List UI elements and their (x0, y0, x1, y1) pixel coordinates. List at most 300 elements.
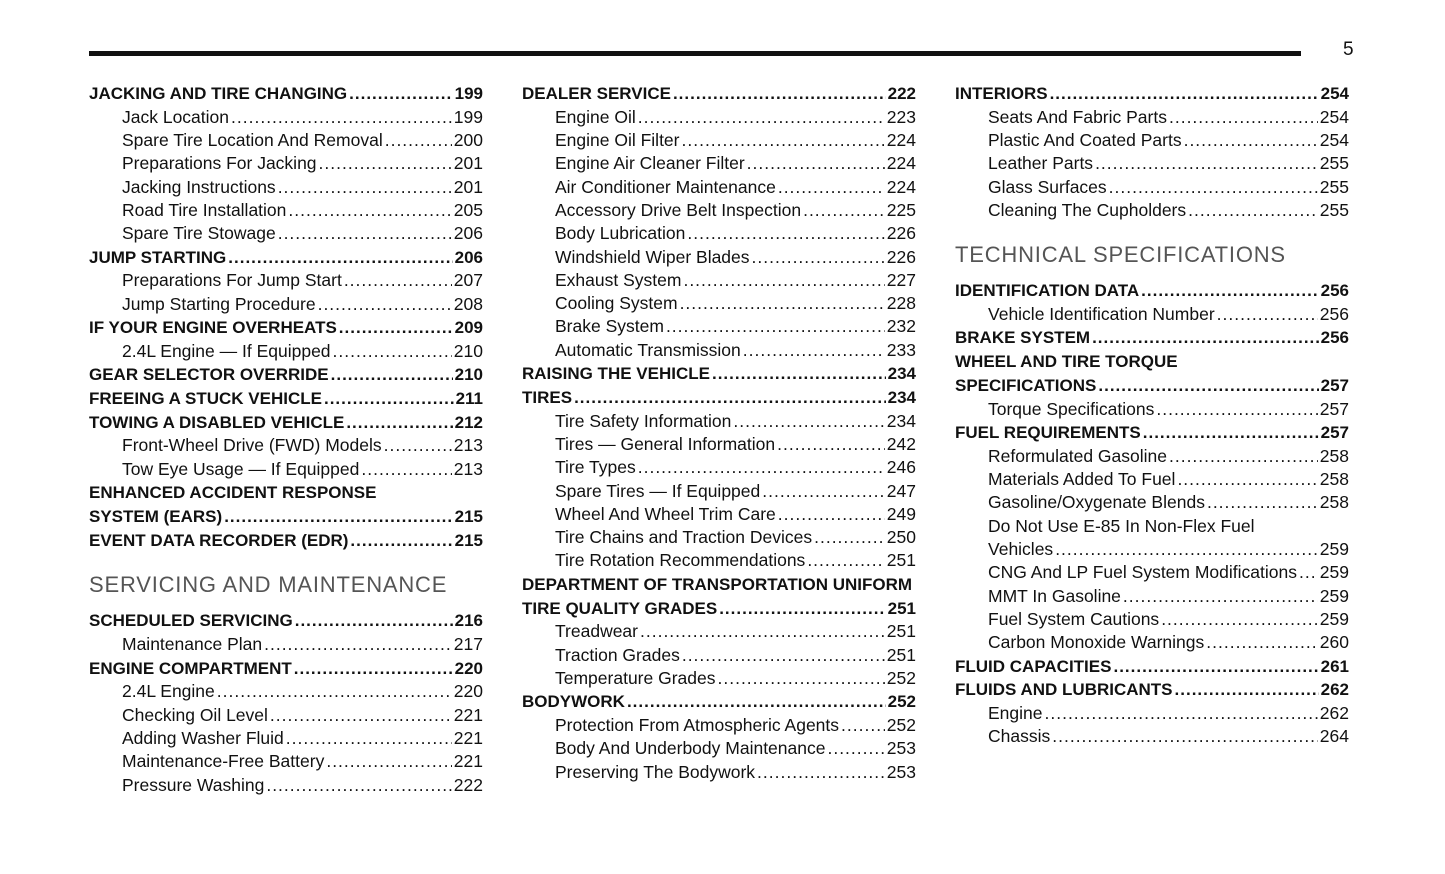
toc-subentry[interactable] (522, 292, 916, 315)
dot-leader (344, 269, 452, 292)
dot-leader (1206, 631, 1318, 654)
toc-subentry[interactable] (955, 398, 1349, 421)
toc-column-3 (955, 82, 1349, 749)
entry-title: Tire Chains and Traction Devices (555, 527, 813, 548)
entry-title: FLUID CAPACITIES (955, 656, 1112, 676)
entry-title: FUEL REQUIREMENTS (955, 423, 1141, 443)
toc-subentry[interactable] (522, 152, 916, 175)
dot-leader (288, 199, 451, 222)
page-ref: 260 (1319, 632, 1349, 653)
entry-title: SPECIFICATIONS (955, 375, 1097, 395)
page-ref: 261 (1320, 656, 1349, 676)
entry-title: Torque Specifications (988, 398, 1155, 419)
page-ref: 228 (886, 293, 916, 314)
page-ref: 222 (453, 774, 483, 795)
dot-leader (326, 750, 451, 773)
dot-leader (361, 458, 451, 481)
entry-title: Spare Tires — If Equipped (555, 480, 761, 501)
page-ref: 262 (1319, 703, 1349, 724)
entry-title: RAISING THE VEHICLE (522, 364, 710, 384)
entry-title: Treadwear (555, 621, 638, 642)
dot-leader (278, 222, 452, 245)
dot-leader (231, 106, 452, 129)
toc-subentry[interactable] (522, 315, 916, 338)
entry-title: Accessory Drive Belt Inspection (555, 199, 802, 220)
entry-title: Pressure Washing (122, 774, 265, 795)
page-ref: 201 (453, 153, 483, 174)
page-ref: 242 (886, 433, 916, 454)
page-ref: 215 (454, 530, 483, 550)
entry-title: Engine Air Cleaner Filter (555, 153, 745, 174)
toc-subentry[interactable] (522, 480, 916, 503)
entry-title: Road Tire Installation (122, 199, 287, 220)
dot-leader (1207, 491, 1318, 514)
dot-leader (385, 129, 452, 152)
entry-title: Traction Grades (555, 644, 680, 665)
dot-leader (1169, 106, 1318, 129)
dot-leader (1299, 561, 1318, 584)
page-ref: 224 (886, 176, 916, 197)
toc-subentry[interactable] (955, 538, 1349, 561)
dot-leader (1156, 398, 1317, 421)
dot-leader (683, 269, 884, 292)
toc-subentry[interactable] (522, 222, 916, 245)
page-ref: 226 (886, 223, 916, 244)
dot-leader (712, 362, 886, 386)
page-ref: 258 (1319, 445, 1349, 466)
entry-title: IF YOUR ENGINE OVERHEATS (89, 317, 337, 337)
toc-subentry[interactable] (89, 340, 483, 363)
toc-subentry[interactable] (955, 468, 1349, 491)
toc-subentry[interactable] (89, 293, 483, 316)
page-ref: 215 (454, 506, 483, 526)
page-ref: 232 (886, 316, 916, 337)
page-ref: 207 (453, 270, 483, 291)
page-ref: 234 (887, 364, 916, 384)
dot-leader (228, 246, 452, 270)
entry-title: TOWING A DISABLED VEHICLE (89, 412, 345, 432)
toc-subentry[interactable] (89, 458, 483, 481)
toc-column-2 (522, 82, 916, 784)
toc-entry-title-line[interactable]: DEPARTMENT OF TRANSPORTATION UNIFORM (522, 574, 913, 594)
toc-subentry[interactable] (955, 725, 1349, 748)
entry-title: GEAR SELECTOR OVERRIDE (89, 365, 329, 385)
dot-leader (1095, 152, 1318, 175)
dot-leader (777, 433, 885, 456)
page-ref: 208 (453, 293, 483, 314)
dot-leader (719, 597, 885, 621)
page-ref: 221 (453, 704, 483, 725)
toc-subentry[interactable] (955, 585, 1349, 608)
page-ref: 210 (454, 365, 483, 385)
entry-title: Plastic And Coated Parts (988, 130, 1182, 151)
toc-entry[interactable] (89, 609, 483, 633)
toc-subentry[interactable] (955, 561, 1349, 584)
toc-subentry[interactable] (955, 445, 1349, 468)
toc-entry[interactable] (89, 363, 483, 387)
toc-entry[interactable] (955, 655, 1349, 679)
page-ref: 262 (1320, 680, 1349, 700)
dot-leader (1175, 678, 1319, 702)
toc-subentry[interactable] (89, 106, 483, 129)
dot-leader (814, 526, 885, 549)
page-ref: 234 (886, 410, 916, 431)
toc-subentry[interactable] (89, 774, 483, 797)
dot-leader (333, 340, 452, 363)
page-ref: 199 (453, 106, 483, 127)
dot-leader (1188, 199, 1318, 222)
page-ref: 221 (453, 727, 483, 748)
page-ref: 258 (1319, 469, 1349, 490)
toc-subentry[interactable] (89, 727, 483, 750)
dot-leader (1177, 468, 1317, 491)
dot-leader (673, 82, 886, 106)
page-ref: 257 (1320, 375, 1349, 395)
entry-title: Vehicles (988, 539, 1054, 560)
page-ref: 259 (1319, 585, 1349, 606)
toc-subentry[interactable] (89, 152, 483, 175)
dot-leader (638, 456, 885, 479)
entry-title: Tire Rotation Recommendations (555, 550, 806, 571)
toc-subentry[interactable] (955, 491, 1349, 514)
dot-leader (264, 633, 452, 656)
dot-leader (1092, 326, 1319, 350)
page-ref: 259 (1319, 539, 1349, 560)
toc-subentry[interactable] (89, 434, 483, 457)
entry-title: Maintenance-Free Battery (122, 751, 325, 772)
page-ref: 255 (1319, 153, 1349, 174)
dot-leader (295, 609, 453, 633)
toc-subentry[interactable] (522, 549, 916, 572)
toc-subentry[interactable] (955, 106, 1349, 129)
page-ref: 213 (453, 458, 483, 479)
page-ref: 201 (453, 176, 483, 197)
toc-entry[interactable] (522, 597, 916, 621)
dot-leader (331, 363, 453, 387)
dot-leader (1143, 421, 1319, 445)
page-ref: 221 (453, 751, 483, 772)
dot-leader (1109, 176, 1318, 199)
entry-title: Jump Starting Procedure (122, 293, 316, 314)
toc-entry[interactable] (955, 279, 1349, 303)
toc-subentry[interactable] (955, 608, 1349, 631)
toc-entry-title-line[interactable]: Do Not Use E-85 In Non-Flex Fuel (988, 515, 1255, 536)
entry-title: MMT In Gasoline (988, 585, 1121, 606)
toc-subentry[interactable] (522, 106, 916, 129)
page-ref: 257 (1319, 398, 1349, 419)
dot-leader (294, 657, 453, 681)
toc-subentry[interactable] (522, 737, 916, 760)
entry-title: Gasoline/Oxygenate Blends (988, 492, 1205, 513)
toc-entry[interactable] (955, 421, 1349, 445)
toc-subentry[interactable] (89, 750, 483, 773)
dot-leader (757, 761, 885, 784)
page-ref: 205 (453, 199, 483, 220)
entry-title: Preparations For Jacking (122, 153, 317, 174)
dot-leader (680, 292, 885, 315)
dot-leader (1141, 279, 1318, 303)
dot-leader (627, 690, 886, 714)
dot-leader (841, 714, 885, 737)
entry-title: ENGINE COMPARTMENT (89, 658, 292, 678)
entry-title: Engine Oil (555, 106, 636, 127)
page-ref: 224 (886, 153, 916, 174)
dot-leader (1123, 585, 1318, 608)
entry-title: Brake System (555, 316, 664, 337)
page-ref: 254 (1319, 130, 1349, 151)
page-ref: 256 (1319, 304, 1349, 325)
toc-subentry[interactable] (522, 620, 916, 643)
entry-title: Checking Oil Level (122, 704, 268, 725)
page-ref: 211 (455, 388, 483, 408)
dot-leader (1217, 303, 1318, 326)
toc-subentry[interactable] (955, 129, 1349, 152)
dot-leader (718, 667, 885, 690)
entry-title: Fuel System Cautions (988, 608, 1160, 629)
toc-subentry[interactable] (522, 714, 916, 737)
entry-title: Engine Oil Filter (555, 130, 680, 151)
entry-title: Air Conditioner Maintenance (555, 176, 776, 197)
dot-leader (349, 82, 452, 106)
page-ref: 250 (886, 527, 916, 548)
toc-subentry[interactable] (89, 222, 483, 245)
header-rule (89, 51, 1301, 56)
entry-title: Leather Parts (988, 153, 1094, 174)
page-ref: 220 (454, 658, 483, 678)
page-ref: 224 (886, 130, 916, 151)
dot-leader (1161, 608, 1318, 631)
dot-leader (1055, 538, 1318, 561)
page-ref: 233 (886, 339, 916, 360)
page-ref: 227 (886, 269, 916, 290)
dot-leader (384, 434, 452, 457)
dot-leader (803, 199, 885, 222)
toc-subentry[interactable] (955, 702, 1349, 725)
toc-subentry[interactable] (955, 303, 1349, 326)
page-ref: 258 (1319, 492, 1349, 513)
toc-entry[interactable] (522, 690, 916, 714)
dot-leader (640, 620, 885, 643)
toc-subentry[interactable] (89, 199, 483, 222)
entry-title: Tow Eye Usage — If Equipped (122, 458, 360, 479)
entry-title: Wheel And Wheel Trim Care (555, 503, 776, 524)
toc-subentry[interactable] (955, 176, 1349, 199)
toc-entry[interactable] (89, 505, 483, 529)
entry-title: Windshield Wiper Blades (555, 246, 750, 267)
entry-title: CNG And LP Fuel System Modifications (988, 562, 1297, 583)
entry-title: Seats And Fabric Parts (988, 106, 1167, 127)
entry-title: BODYWORK (522, 692, 625, 712)
dot-leader (682, 644, 885, 667)
toc-subentry[interactable] (89, 680, 483, 703)
toc-entry[interactable] (955, 82, 1349, 106)
toc-subentry[interactable] (955, 199, 1349, 222)
page-ref: 251 (886, 621, 916, 642)
toc-entry[interactable] (89, 529, 483, 553)
dot-leader (270, 704, 452, 727)
page-ref: 213 (453, 435, 483, 456)
toc-entry[interactable] (955, 374, 1349, 398)
dot-leader (318, 293, 452, 316)
dot-leader (666, 315, 885, 338)
entry-title: JACKING AND TIRE CHANGING (89, 84, 348, 103)
page-ref: 254 (1319, 106, 1349, 127)
entry-title: Tire Safety Information (555, 410, 732, 431)
toc-subentry[interactable] (522, 269, 916, 292)
toc-subentry[interactable] (522, 667, 916, 690)
toc-entry[interactable] (522, 82, 916, 106)
toc-subentry[interactable] (522, 526, 916, 549)
entry-title: FLUIDS AND LUBRICANTS (955, 680, 1173, 700)
entry-title: Reformulated Gasoline (988, 445, 1167, 466)
entry-title: Jack Location (122, 106, 230, 127)
entry-title: Adding Washer Fluid (122, 727, 284, 748)
toc-entry[interactable] (89, 82, 483, 106)
dot-leader (324, 387, 454, 411)
page-ref: 251 (886, 644, 916, 665)
dot-leader (350, 529, 452, 553)
page-ref: 206 (454, 247, 483, 267)
page-ref: 257 (1320, 423, 1349, 443)
page-ref: 253 (886, 738, 916, 759)
dot-leader (574, 386, 886, 410)
dot-leader (743, 339, 885, 362)
dot-leader (733, 410, 884, 433)
entry-title: TIRES (522, 387, 573, 407)
entry-title: Tire Types (555, 457, 636, 478)
toc-subentry[interactable] (522, 129, 916, 152)
toc-subentry[interactable] (89, 269, 483, 292)
dot-leader (747, 152, 885, 175)
toc-subentry[interactable] (522, 761, 916, 784)
toc-subentry[interactable] (522, 410, 916, 433)
entry-title: Preserving The Bodywork (555, 761, 756, 782)
entry-title: Maintenance Plan (122, 634, 263, 655)
entry-title: SYSTEM (EARS) (89, 506, 223, 526)
entry-title: Materials Added To Fuel (988, 469, 1176, 490)
entry-title: Temperature Grades (555, 667, 716, 688)
entry-title: Front-Wheel Drive (FWD) Models (122, 435, 382, 456)
toc-subentry[interactable] (955, 631, 1349, 654)
page-ref: 234 (887, 387, 916, 407)
entry-title: Spare Tire Location And Removal (122, 130, 383, 151)
dot-leader (682, 129, 885, 152)
toc-subentry[interactable] (89, 129, 483, 152)
page-ref: 216 (454, 611, 483, 631)
page-number: 5 (1343, 39, 1354, 60)
entry-title: JUMP STARTING (89, 247, 227, 267)
section-heading: SERVICING AND MAINTENANCE (89, 572, 448, 598)
page-ref: 259 (1319, 608, 1349, 629)
page-ref: 212 (454, 412, 483, 432)
entry-title: Glass Surfaces (988, 176, 1107, 197)
entry-title: EVENT DATA RECORDER (EDR) (89, 530, 349, 550)
page-ref: 220 (453, 681, 483, 702)
entry-title: TIRE QUALITY GRADES (522, 598, 718, 618)
toc-entry[interactable] (89, 387, 483, 411)
entry-title: Tires — General Information (555, 433, 776, 454)
dot-leader (266, 774, 451, 797)
entry-title: SCHEDULED SERVICING (89, 611, 293, 631)
dot-leader (1098, 374, 1318, 398)
page-ref: 256 (1320, 328, 1349, 348)
page-ref: 225 (886, 199, 916, 220)
toc-subentry[interactable] (522, 339, 916, 362)
entry-title: Protection From Atmospheric Agents (555, 715, 840, 736)
toc-subentry[interactable] (955, 152, 1349, 175)
entry-title: Exhaust System (555, 269, 682, 290)
entry-title: Engine (988, 703, 1043, 724)
page-ref: 264 (1319, 726, 1349, 747)
toc-entry[interactable] (89, 246, 483, 270)
page-ref: 259 (1319, 562, 1349, 583)
entry-title: IDENTIFICATION DATA (955, 281, 1140, 301)
dot-leader (1045, 702, 1318, 725)
page-ref: 252 (886, 715, 916, 736)
entry-title: Body And Underbody Maintenance (555, 738, 826, 759)
dot-leader (278, 176, 452, 199)
page-ref: 255 (1319, 199, 1349, 220)
entry-title: Jacking Instructions (122, 176, 276, 197)
dot-leader (778, 503, 885, 526)
dot-leader (778, 176, 885, 199)
dot-leader (827, 737, 884, 760)
toc-entry[interactable] (522, 386, 916, 410)
toc-entry-title-line[interactable]: WHEEL AND TIRE TORQUE (955, 352, 1178, 372)
page-ref: 252 (887, 692, 916, 712)
toc-entry[interactable] (89, 411, 483, 435)
toc-entry-title-line[interactable]: ENHANCED ACCIDENT RESPONSE (89, 483, 377, 503)
toc-subentry[interactable] (89, 176, 483, 199)
entry-title: Chassis (988, 726, 1051, 747)
page-ref: 246 (886, 457, 916, 478)
page-ref: 256 (1320, 281, 1349, 301)
dot-leader (1113, 655, 1318, 679)
toc-entry[interactable] (955, 678, 1349, 702)
page-ref: 209 (454, 317, 483, 337)
entry-title: DEALER SERVICE (522, 84, 671, 103)
dot-leader (1169, 445, 1318, 468)
toc-subentry[interactable] (522, 503, 916, 526)
toc-subentry[interactable] (522, 246, 916, 269)
toc-subentry[interactable] (522, 176, 916, 199)
toc-entry[interactable] (89, 657, 483, 681)
entry-title: INTERIORS (955, 84, 1048, 103)
toc-subentry[interactable] (522, 644, 916, 667)
page-ref: 255 (1319, 176, 1349, 197)
toc-entry[interactable] (522, 362, 916, 386)
toc-subentry[interactable] (89, 704, 483, 727)
entry-title: BRAKE SYSTEM (955, 328, 1091, 348)
toc-entry[interactable] (89, 316, 483, 340)
toc-entry[interactable] (955, 326, 1349, 350)
dot-leader (1050, 82, 1319, 106)
dot-leader (1052, 725, 1318, 748)
page-ref: 249 (886, 503, 916, 524)
page-ref: 247 (886, 480, 916, 501)
dot-leader (339, 316, 453, 340)
toc-subentry[interactable] (522, 433, 916, 456)
toc-subentry[interactable] (522, 456, 916, 479)
toc-subentry[interactable] (89, 633, 483, 656)
dot-leader (752, 246, 885, 269)
dot-leader (286, 727, 452, 750)
dot-leader (807, 549, 884, 572)
toc-column-1 (89, 82, 483, 797)
toc-subentry[interactable] (522, 199, 916, 222)
page-ref: 223 (886, 106, 916, 127)
page-ref: 254 (1320, 84, 1349, 103)
